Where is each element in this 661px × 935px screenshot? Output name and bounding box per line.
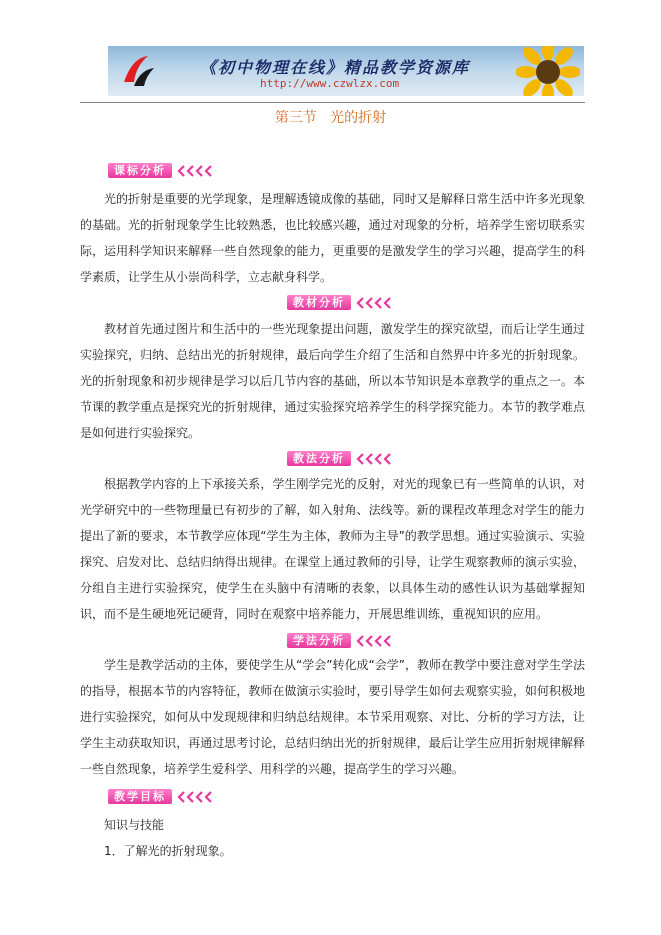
chevrons-icon [355, 297, 395, 309]
chevrons-icon [176, 165, 216, 177]
chevrons-icon [355, 453, 395, 465]
section-label: 教材分析 [287, 295, 351, 310]
section-label: 课标分析 [108, 163, 172, 178]
banner-title: 《初中物理在线》精品教学资源库 [200, 58, 471, 77]
objectives-subtitle: 知识与技能 [104, 818, 165, 832]
chevrons-icon [176, 791, 216, 803]
section-badge-learning-method [287, 633, 395, 648]
chevrons-icon [355, 635, 395, 647]
header-rule [80, 102, 585, 103]
section-badge-textbook [287, 295, 395, 310]
section-paragraph: 教材首先通过图片和生活中的一些光现象提出问题，激发学生的探究欲望，而后让学生通过实验探究，归纳、总结出光的折射规律，最后向学生介绍了生活和自然界中许多光的折射现象。光的折射现象和初步规律是学习以后几节内容的基础，所以本节知识是本章教学的重点之一。本节课的教学重点是探究光的折射规律，通过实验探究培养学生的科学探究能力。本节的教学难点是如何进行实验探究。 [80, 322, 585, 440]
section-badge-teaching-method [287, 451, 395, 466]
header-banner [108, 46, 584, 96]
section-paragraph: 根据教学内容的上下承接关系，学生刚学完光的反射，对光的现象已有一些简单的认识，对光学研究中的一些物理量已有初步的了解，如入射角、法线等。新的课程改革理念对学生的能力提出了新的要求，本节教学应体现“学生为主体，教师为主导”的教学思想。通过实验演示、实验探究、启发对比、总结归纳得出规律。在课堂上通过教师的引导，让学生观察教师的演示实验，分组自主进行实验探究，使学生在头脑中有清晰的表象，以具体生动的感性认识为基础掌握知识，而不是生硬地死记硬背，同时在观察中培养能力，开展思维训练，重视知识的应用。 [80, 477, 585, 621]
section-label: 学法分析 [287, 633, 351, 648]
section-badge-objectives [108, 789, 216, 804]
page-title: 第三节 光的折射 [274, 110, 387, 126]
banner-url[interactable]: http://www.czwlzx.com [260, 77, 400, 90]
objective-item: 1．了解光的折射现象。 [104, 844, 232, 858]
sunflower-icon [516, 46, 580, 96]
section-paragraph: 学生是教学活动的主体，要使学生从“学会”转化成“会学”，教师在教学中要注意对学生学法的指导，根据本节的内容特征，教师在做演示实验时，要引导学生如何去观察实验，如何积极地进行实验探究，如何从中发现规律和归纳总结规律。本节采用观察、对比、分析的学习方法，让学生主动获取知识，再通过思考讨论，总结归纳出光的折射规律，最后让学生应用折射规律解释一些自然现象，培养学生爱科学、用科学的兴趣，提高学生的学习兴趣。 [80, 658, 585, 776]
logo-icon [118, 52, 158, 92]
section-label: 教学目标 [108, 789, 172, 804]
section-badge-curriculum [108, 163, 216, 178]
section-label: 教法分析 [287, 451, 351, 466]
section-paragraph: 光的折射是重要的光学现象，是理解透镜成像的基础，同时又是解释日常生活中许多光现象的基础。光的折射现象学生比较熟悉，也比较感兴趣，通过对现象的分析，培养学生密切联系实际，运用科学知识来解释一些自然现象的能力，更重要的是激发学生的学习兴趣，提高学生的科学素质，让学生从小崇尚科学，立志献身科学。 [80, 192, 585, 284]
